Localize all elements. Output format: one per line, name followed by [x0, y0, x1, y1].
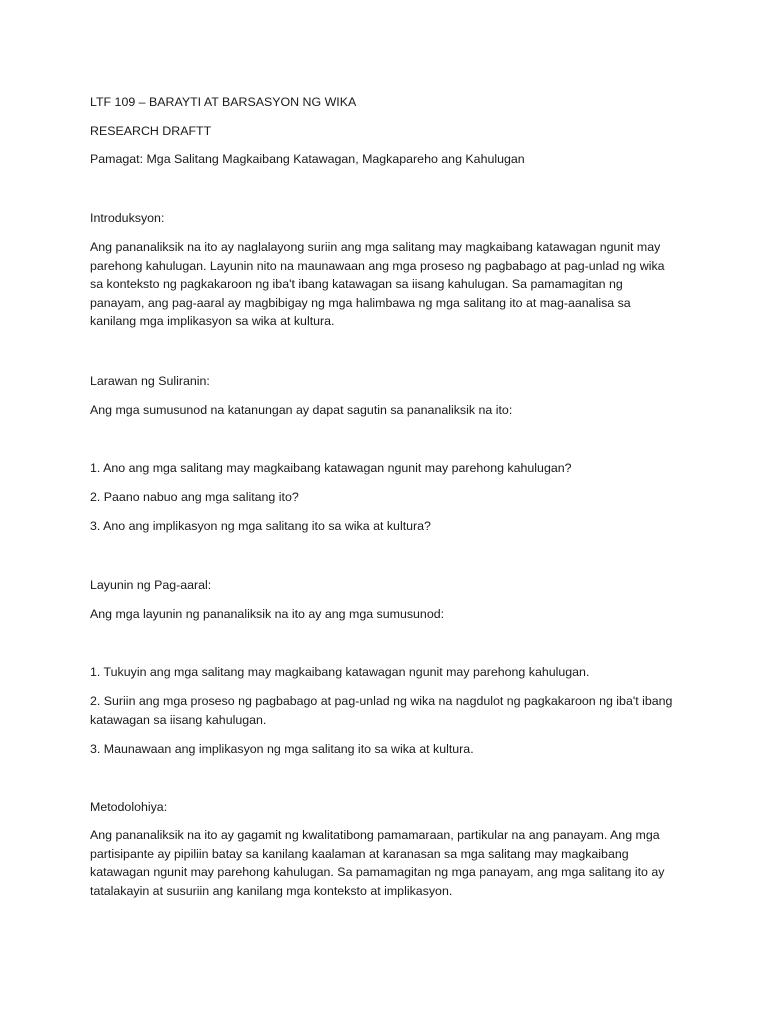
suliranin-heading: Larawan ng Suliranin: — [90, 374, 210, 388]
draft-label: RESEARCH DRAFTT — [90, 124, 212, 138]
paragraph-line: tatalakayin at susuriin ang kanilang mga konteksto at implikasyon. — [90, 883, 453, 898]
suliranin-item-2: 2. Paano nabuo ang mga salitang ito? — [90, 490, 299, 504]
suliranin-intro: Ang mga sumusunod na katanungan ay dapat sagutin sa pananaliksik na ito: — [90, 403, 513, 417]
suliranin-item-3: 3. Ano ang implikasyon ng mga salitang ito sa wika at kultura? — [90, 519, 431, 533]
paragraph-line: katawagan ngunit may parehong kahulugan. Sa pamamagitan ng mga panayam, ang mga salitang ito ay — [90, 865, 665, 880]
research-title: Pamagat: Mga Salitang Magkaibang Katawagan, Magkapareho ang Kahulugan — [90, 152, 525, 166]
paragraph-line: kanilang mga implikasyon sa wika at kultura. — [90, 314, 335, 329]
introduksyon-heading: Introduksyon: — [90, 211, 165, 225]
metodolohiya-paragraph — [90, 826, 690, 900]
paragraph-line: Ang pananaliksik na ito ay naglalayong suriin ang mga salitang may magkaibang katawagan ngunit may — [90, 240, 661, 254]
introduksyon-paragraph — [90, 238, 690, 331]
suliranin-item-1: 1. Ano ang mga salitang may magkaibang katawagan ngunit may parehong kahulugan? — [90, 461, 572, 475]
paragraph-line: sa konteksto ng pagkakaroon ng iba't ibang katawagan sa iisang kahulugan. Sa pamamagitan ng — [90, 277, 623, 292]
paragraph-line: parehong kahulugan. Layunin nito na maunawaan ang mga proseso ng pagbabago at pag-unlad ng wika — [90, 258, 665, 273]
layunin-item-2 — [90, 692, 690, 729]
paragraph-line: Ang pananaliksik na ito ay gagamit ng kwalitatibong pamamaraan, partikular na ang panayam. Ang mga — [90, 828, 660, 842]
layunin-heading: Layunin ng Pag-aaral: — [90, 578, 212, 592]
paragraph-line: panayam, ang pag-aaral ay magbibigay ng mga halimbawa ng mga salitang ito at mag-aanalisa sa — [90, 295, 631, 310]
layunin-intro: Ang mga layunin ng pananaliksik na ito ay ang mga sumusunod: — [90, 607, 445, 621]
layunin-item-3: 3. Maunawaan ang implikasyon ng mga salitang ito sa wika at kultura. — [90, 742, 474, 756]
metodolohiya-heading: Metodolohiya: — [90, 800, 168, 814]
paragraph-line: partisipante ay pipiliin batay sa kanilang kaalaman at karanasan sa mga salitang may magkaibang — [90, 846, 629, 861]
paragraph-line: 2. Suriin ang mga proseso ng pagbabago at pag-unlad ng wika na nagdulot ng pagkakaroon ng iba't ibang — [90, 694, 673, 708]
layunin-item-1: 1. Tukuyin ang mga salitang may magkaibang katawagan ngunit may parehong kahulugan. — [90, 665, 590, 679]
paragraph-line: katawagan sa iisang kahulugan. — [90, 712, 267, 727]
course-title: LTF 109 – BARAYTI AT BARSASYON NG WIKA — [90, 95, 357, 109]
